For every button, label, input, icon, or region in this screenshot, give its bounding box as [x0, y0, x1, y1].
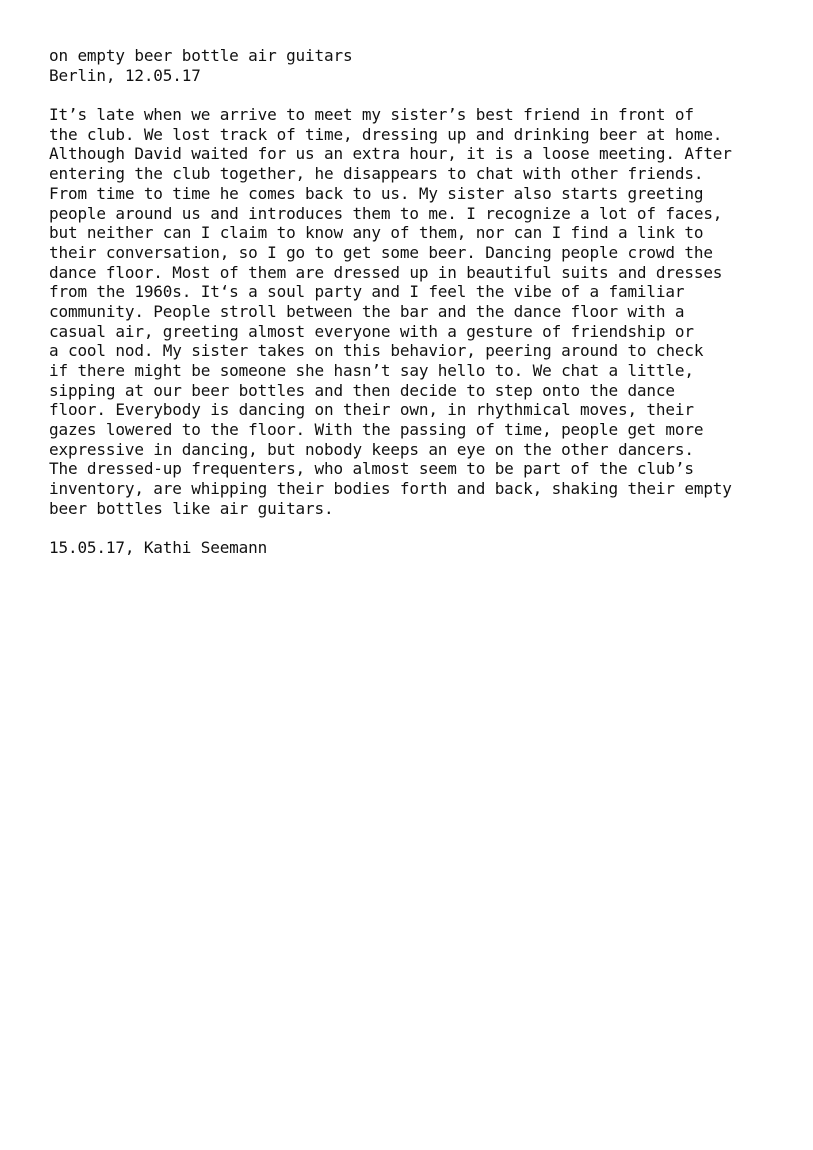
body-line: inventory, are whipping their bodies forth and back, shaking their empty: [49, 479, 732, 499]
body-line: It’s late when we arrive to meet my sister’s best friend in front of: [49, 105, 694, 125]
body-line: their conversation, so I go to get some beer. Dancing people crowd the: [49, 242, 713, 262]
body-line: entering the club together, he disappears to chat with other friends.: [49, 164, 704, 184]
body-line: community. People stroll between the bar and the dance floor with a: [49, 301, 685, 321]
body-line: people around us and introduces them to me. I recognize a lot of faces,: [49, 203, 723, 223]
body-line: the club. We lost track of time, dressing up and drinking beer at home.: [49, 124, 723, 144]
body-line: gazes lowered to the floor. With the passing of time, people get more: [49, 420, 704, 440]
body-line: Although David waited for us an extra hour, it is a loose meeting. After: [49, 144, 732, 164]
body-line: but neither can I claim to know any of them, nor can I find a link to: [49, 223, 704, 243]
paragraph-gap: [49, 519, 789, 539]
signature-line: 15.05.17, Kathi Seemann: [49, 538, 268, 558]
body-line: floor. Everybody is dancing on their own, in rhythmical moves, their: [49, 400, 694, 420]
body-line: sipping at our beer bottles and then decide to step onto the dance: [49, 380, 675, 400]
body-line: beer bottles like air guitars.: [49, 498, 334, 518]
body-line: a cool nod. My sister takes on this behavior, peering around to check: [49, 341, 704, 361]
body-line: if there might be someone she hasn’t say hello to. We chat a little,: [49, 361, 694, 380]
body-line: dance floor. Most of them are dressed up in beautiful suits and dresses: [49, 262, 723, 282]
paragraph-gap: [49, 85, 789, 105]
body-line: The dressed-up frequenters, who almost seem to be part of the club’s: [49, 459, 694, 479]
document-title: on empty beer bottle air guitars: [49, 46, 353, 65]
document-page: [49, 46, 789, 558]
body-line: expressive in dancing, but nobody keeps an eye on the other dancers.: [49, 439, 694, 459]
body-line: from the 1960s. It‘s a soul party and I feel the vibe of a familiar: [49, 282, 685, 302]
body-line: From time to time he comes back to us. My sister also starts greeting: [49, 183, 704, 203]
body-line: casual air, greeting almost everyone with a gesture of friendship or: [49, 321, 694, 341]
document-place-date: Berlin, 12.05.17: [49, 65, 201, 85]
body-paragraph: [49, 105, 789, 518]
